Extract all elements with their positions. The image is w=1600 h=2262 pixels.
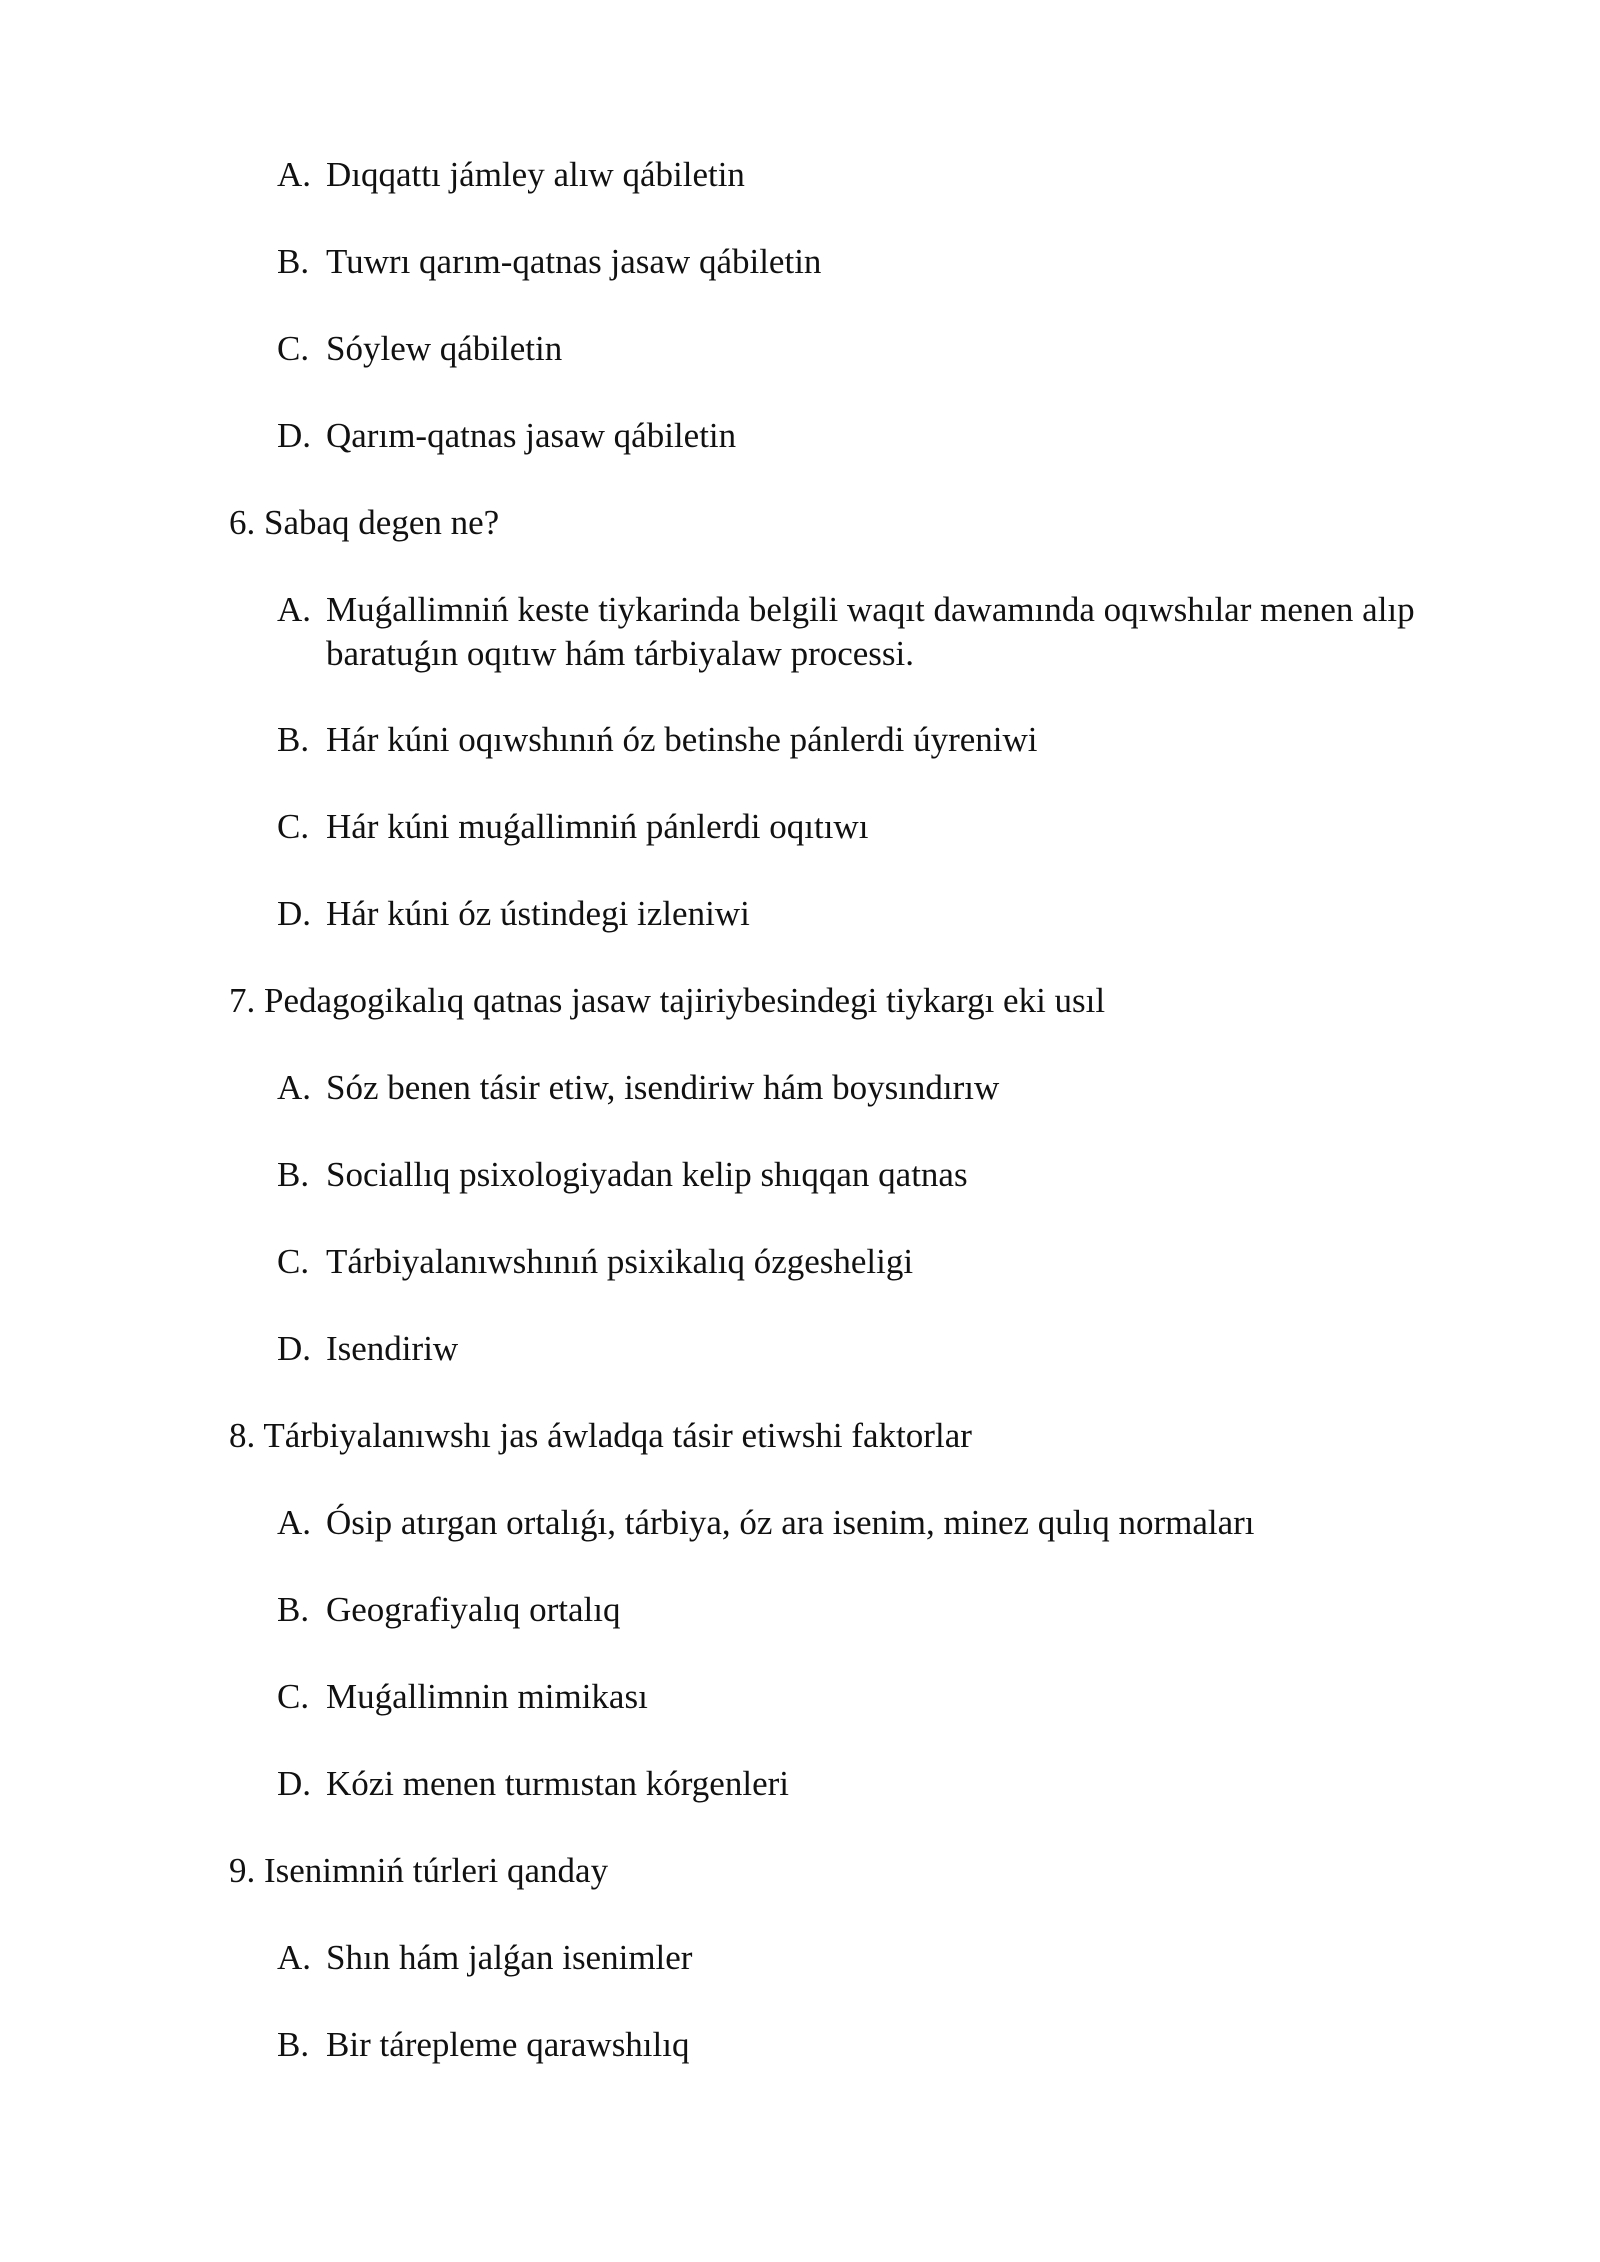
option-letter: D. [277,894,312,933]
option-9a [277,1936,1477,1980]
option-5a [277,153,1477,197]
option-text: Hár kúni muǵallimniń pánlerdi oqıtıwı [326,807,869,846]
option-text: Hár kúni oqıwshınıń óz betinshe pánlerdi úyreniwi [326,720,1038,759]
option-letter: D. [277,1329,312,1368]
option-text: Sóz benen tásir etiw, isendiriw hám boysındırıw [326,1068,1000,1107]
option-9b [277,2023,1477,2067]
option-text: Dıqqattı jámley alıw qábiletin [326,155,745,194]
option-5d [277,414,1477,458]
option-letter: A. [277,1068,312,1107]
option-7c [277,1240,1477,1284]
option-8c [277,1675,1477,1719]
option-text: Shın hám jalǵan isenimler [326,1938,693,1977]
option-text: Tárbiyalanıwshınıń psixikalıq ózgesheligi [326,1242,914,1281]
option-text: Sociallıq psixologiyadan kelip shıqqan qatnas [326,1155,968,1194]
option-letter: A. [277,1503,312,1542]
question-7: 7. Pedagogikalıq qatnas jasaw tajiriybesindegi tiykargı eki usıl [229,981,1106,1020]
option-5c [277,327,1477,371]
option-7d [277,1327,1477,1371]
option-letter: C. [277,1677,310,1716]
option-letter: A. [277,590,312,629]
option-letter: D. [277,416,312,455]
option-text: Muǵallimnin mimikası [326,1677,648,1716]
option-text: Isendiriw [326,1329,459,1368]
option-7b [277,1153,1477,1197]
option-letter: D. [277,1764,312,1803]
question-8: 8. Tárbiyalanıwshı jas áwladqa tásir etiwshi faktorlar [229,1416,972,1455]
option-7a [277,1066,1477,1110]
option-8a [277,1501,1477,1545]
option-6a [277,588,1477,676]
option-text: Qarım-qatnas jasaw qábiletin [326,416,737,455]
option-letter: C. [277,807,310,846]
option-letter: A. [277,1938,312,1977]
option-8b [277,1588,1477,1632]
option-text: Bir tárepleme qarawshılıq [326,2025,690,2064]
option-5b [277,240,1477,284]
option-text: Muǵallimniń keste tiykarinda belgili waqıt dawamında oqıwshılar menen alıp baratuǵın oqıtıw hám tárbiyalaw processi. [326,590,1415,673]
option-letter: C. [277,329,310,368]
option-letter: A. [277,155,312,194]
option-6b [277,718,1477,762]
option-8d [277,1762,1477,1806]
question-6: 6. Sabaq degen ne? [229,503,500,542]
option-text: Ósip atırgan ortalıǵı, tárbiya, óz ara isenim, minez qulıq normaları [326,1503,1255,1542]
question-9: 9. Isenimniń túrleri qanday [229,1851,609,1890]
option-letter: B. [277,2025,310,2064]
option-letter: B. [277,1590,310,1629]
option-text: Sóylew qábiletin [326,329,563,368]
option-letter: B. [277,720,310,759]
option-6d [277,892,1477,936]
option-6c [277,805,1477,849]
option-letter: B. [277,1155,310,1194]
option-letter: B. [277,242,310,281]
option-text: Tuwrı qarım-qatnas jasaw qábiletin [326,242,822,281]
option-text: Hár kúni óz ústindegi izleniwi [326,894,750,933]
option-text: Kózi menen turmıstan kórgenleri [326,1764,789,1803]
option-text: Geografiyalıq ortalıq [326,1590,621,1629]
option-letter: C. [277,1242,310,1281]
